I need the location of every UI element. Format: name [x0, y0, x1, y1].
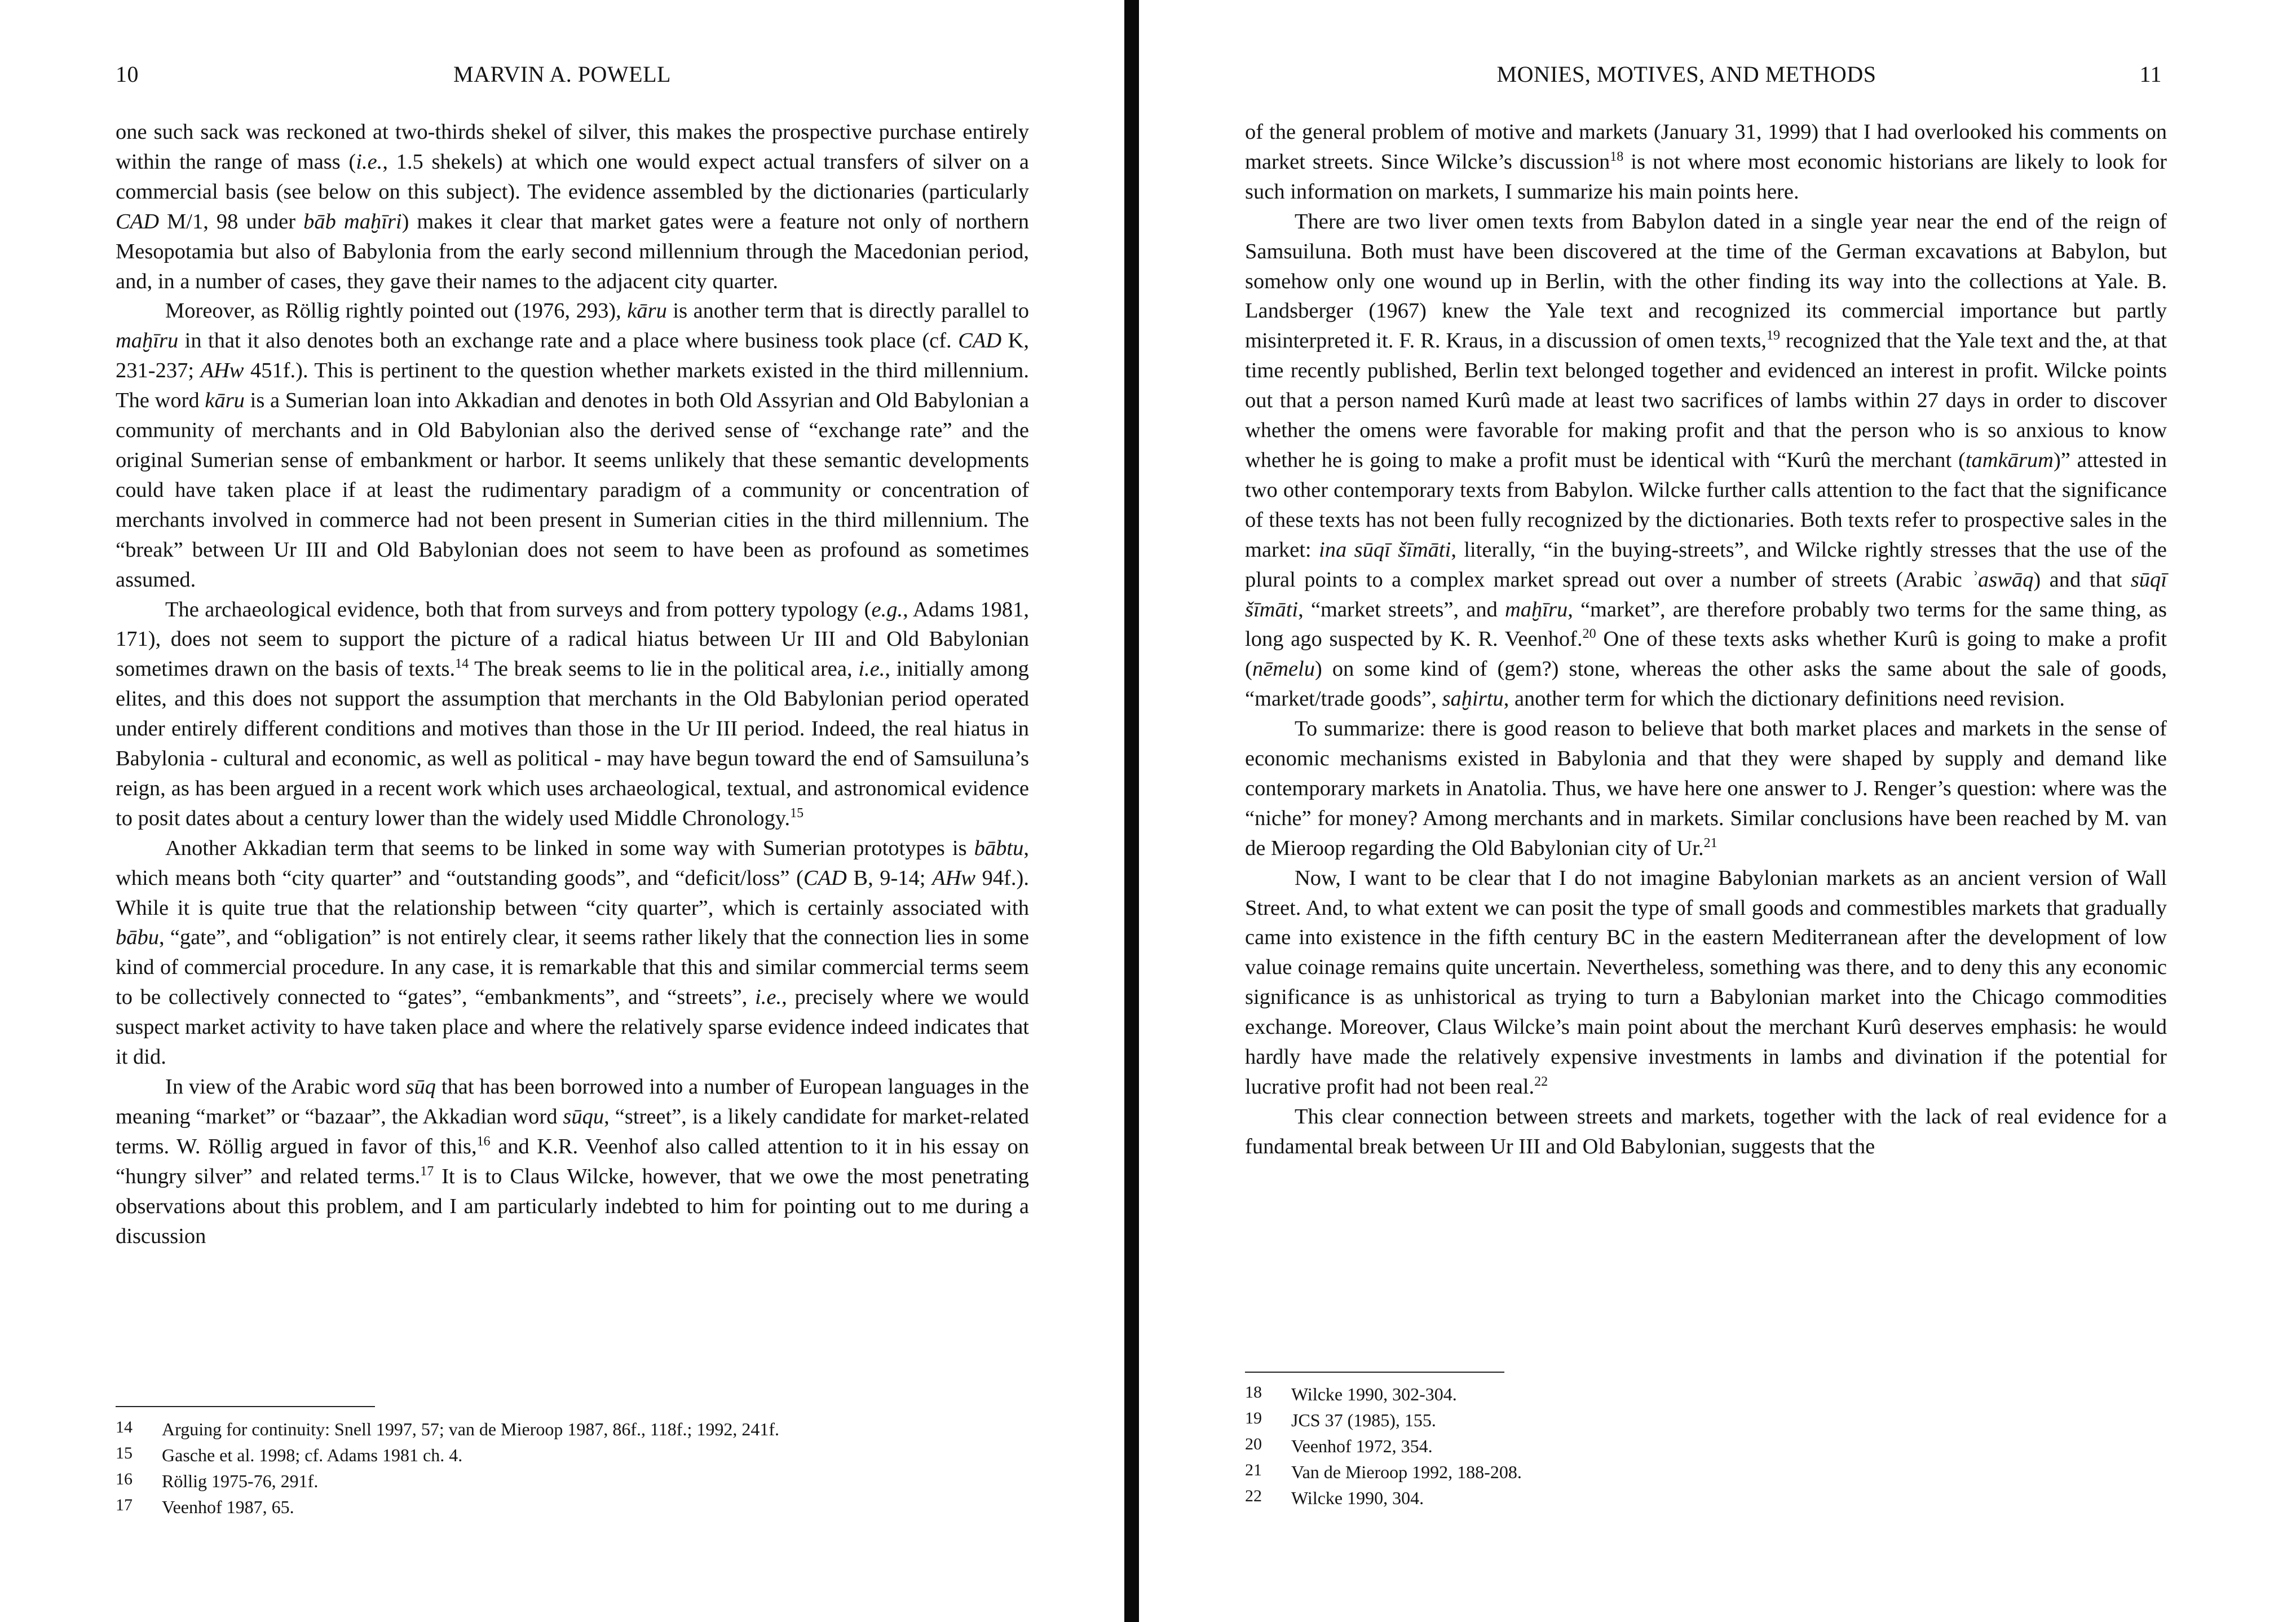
paragraph: Now, I want to be clear that I do not imagine Babylonian markets as an ancient version of Wall Street. And, to what extent we can posit the type of small goods and commestibles markets that gradually came into existence in the fifth century BC in the eastern Mediterranean after the development of low value coinage remains quite uncertain. Nevertheless, something was there, and to deny this any economic significance is as unhistorical as trying to turn a Babylonian market into the Chicago commodities exchange. Moreover, Claus Wilcke’s main point about the merchant Kurû deserves emphasis: he would hardly have made the relatively expensive investments in lambs and divination if the potential for lucrative profit had not been real.$^{22}$ — [1245, 866, 2167, 1099]
footnote-number: 15 — [116, 1444, 133, 1462]
footnote — [1245, 1486, 2167, 1511]
paragraph: The archaeological evidence, both that from surveys and from pottery typology (e.g., Adams 1981, 171), does not seem to support the picture of a radical hiatus between Ur III and Old Babylonian sometimes drawn on the basis of texts.$^{14}$ The break seems to lie in the political area, i.e., initially among elites, and this does not support the assumption that merchants in the Old Babylonian period operated under entirely different conditions and motives than those in the Ur III period. Indeed, the real hiatus in Babylonia - cultural and economic, as well as political - may have begun toward the end of Samsuiluna’s reign, as has been argued in a recent work which uses archaeological, textual, and astronomical evidence to posit dates about a century lower than the widely used Middle Chronology.$^{15}$ — [116, 597, 1029, 830]
footnote-text: JCS 37 (1985), 155. — [1291, 1410, 1436, 1430]
footnote-number: 16 — [116, 1470, 133, 1488]
footnote — [1245, 1382, 2167, 1408]
footnote-ref[interactable]: 21 — [1703, 835, 1717, 850]
left-running-head: MARVIN A. POWELL — [453, 61, 671, 87]
right-body-text — [1245, 117, 2167, 1162]
footnote-text: Van de Mieroop 1992, 188-208. — [1291, 1462, 1522, 1482]
right-folio: 11 — [2139, 61, 2162, 87]
footnote-ref[interactable]: 15 — [790, 805, 804, 821]
paragraph: of the general problem of motive and markets (January 31, 1999) that I had overlooked his comments on market streets. Since Wilcke’s discussion$^{18}$ is not where most economic historians are likely to look for such information on markets, I summarize his main points here. — [1245, 120, 2167, 204]
footnote-ref[interactable]: 18 — [1610, 149, 1624, 164]
left-body-text — [116, 117, 1029, 1251]
footnote — [1245, 1408, 2167, 1434]
footnote-text: Röllig 1975-76, 291f. — [162, 1471, 319, 1491]
footnote-text: Wilcke 1990, 304. — [1291, 1488, 1424, 1508]
footnote-text: Gasche et al. 1998; cf. Adams 1981 ch. 4. — [162, 1445, 463, 1465]
footnote-number: 20 — [1245, 1435, 1262, 1453]
footnote — [116, 1417, 1029, 1443]
footnote-ref[interactable]: 22 — [1534, 1074, 1548, 1089]
footnote-text: Wilcke 1990, 302-304. — [1291, 1384, 1457, 1404]
footnote-number: 18 — [1245, 1383, 1262, 1401]
footnote — [116, 1469, 1029, 1495]
footnote-text: Arguing for continuity: Snell 1997, 57; van de Mieroop 1987, 86f., 118f.; 1992, 241f. — [162, 1419, 779, 1439]
paragraph: Moreover, as Röllig rightly pointed out (1976, 293), kāru is another term that is directly parallel to maḫīru in that it also denotes both an exchange rate and a place where business took place (cf. CAD K, 231-237; AHw 451f.). This is pertinent to the question whether markets existed in the third millennium. The word kāru is a Sumerian loan into Akkadian and denotes in both Old Assyrian and Old Babylonian a community of merchants and in Old Babylonian also the derived sense of “exchange rate” and the original Sumerian sense of embankment or harbor. It seems unlikely that these semantic developments could have taken place if at least the rudimentary paradigm of a community or concentration of merchants involved in commerce had not been present in Sumerian cities in the third millennium. The “break” between Ur III and Old Babylonian does not seem to have been as profound as sometimes assumed. — [116, 299, 1029, 592]
footnote-text: Veenhof 1987, 65. — [162, 1497, 294, 1517]
right-running-head: MONIES, MOTIVES, AND METHODS — [1496, 61, 1876, 87]
footnote-number: 17 — [116, 1496, 133, 1514]
paragraph: This clear connection between streets and markets, together with the lack of real evidence for a fundamental break between Ur III and Old Babylonian, suggests that the — [1245, 1104, 2167, 1158]
paragraph: Another Akkadian term that seems to be linked in some way with Sumerian prototypes is bābtu, which means both “city quarter” and “outstanding goods”, and “deficit/loss” (CAD B, 9-14; AHw 94f.). While it is quite true that the relationship between “city quarter”, which is certainly associated with bābu, “gate”, and “obligation” is not entirely clear, it seems rather likely that the connection lies in some kind of commercial procedure. In any case, it is remarkable that this and similar commercial terms seem to be collectively connected to “gates”, “embankments”, and “streets”, i.e., precisely where we would suspect market activity to have taken place and where the relatively sparse evidence indeed indicates that it did. — [116, 836, 1030, 1069]
footnote — [1245, 1460, 2167, 1486]
left-footnotes — [116, 1417, 1029, 1520]
footnote — [1245, 1434, 2167, 1460]
paragraph: To summarize: there is good reason to believe that both market places and markets in the sense of economic mechanisms existed in Babylonia and that they were shaped by supply and demand like contemporary markets in Anatolia. Thus, we have here one answer to J. Renger’s question: where was the “niche” for money? Among merchants and in markets. Similar conclusions have been reached by M. van de Mieroop regarding the Old Babylonian city of Ur.$^{21}$ — [1245, 717, 2167, 860]
footnote-ref[interactable]: 14 — [455, 656, 469, 672]
footnote-number: 19 — [1245, 1409, 1262, 1427]
footnote-number: 22 — [1245, 1487, 1262, 1505]
footnote-ref[interactable]: 16 — [476, 1134, 491, 1149]
footnote — [116, 1443, 1029, 1469]
paragraph: one such sack was reckoned at two-thirds shekel of silver, this makes the prospective purchase entirely within the range of mass (i.e., 1.5 shekels) at which one would expect actual transfers of silver on a commercial basis (see below on this subject). The evidence assembled by the dictionaries (particularly CAD M/1, 98 under bāb maḫīri) makes it clear that market gates were a feature not only of northern Mesopotamia but also of Babylonia from the early second millennium through the Macedonian period, and, in a number of cases, they gave their names to the adjacent city quarter. — [116, 120, 1029, 293]
footnote-text: Veenhof 1972, 354. — [1291, 1436, 1433, 1456]
footnote-number: 14 — [116, 1418, 133, 1436]
footnote-rule — [116, 1406, 375, 1407]
footnote-ref[interactable]: 20 — [1582, 627, 1596, 642]
book-gutter — [1124, 0, 1139, 1622]
paragraph: In view of the Arabic word sūq that has been borrowed into a number of European languages in the meaning “market” or “bazaar”, the Akkadian word sūqu, “street”, is a likely candidate for market-related terms. W. Röllig argued in favor of this,$^{16}$ and K.R. Veenhof also called attention to it in his essay on “hungry silver” and related terms.$^{17}$ It is to Claus Wilcke, however, that we owe the most penetrating observations about this problem, and I am particularly indebted to him for pointing out to me during a discussion — [116, 1075, 1030, 1248]
footnote-ref[interactable]: 17 — [420, 1163, 434, 1179]
footnote-rule — [1245, 1372, 1504, 1373]
left-folio: 10 — [116, 61, 139, 87]
right-footnotes — [1245, 1382, 2167, 1511]
left-page — [0, 0, 1124, 1622]
paragraph: There are two liver omen texts from Babylon dated in a single year near the end of the reign of Samsuiluna. Both must have been discovered at the time of the German excavations at Babylon, but somehow only one wound up in Berlin, with the other finding its way into the collections at Yale. B. Landsberger (1967) knew the Yale text and recognized its commercial importance but partly misinterpreted it. F. R. Kraus, in a discussion of omen texts,$^{19}$ recognized that the Yale text and the, at that time recently published, Berlin text belonged together and evidenced an interest in profit. Wilcke points out that a person named Kurû made at least two sacrifices of lambs within 27 days in order to discover whether the omens were favorable for making profit and that the person who is so anxious to know whether he is going to make a profit must be identical with “Kurû the merchant (tamkārum)” attested in two other contemporary texts from Babylon. Wilcke further calls attention to the fact that the significance of these texts has not been fully recognized by the dictionaries. Both texts refer to prospective sales in the market: ina sūqī šīmāti, literally, “in the buying-streets”, and Wilcke rightly stresses that the use of the plural points to a complex market spread out over a number of streets (Arabic ʾaswāq) and that sūqī šīmāti, “market streets”, and maḫīru, “market”, are therefore probably two terms for the same thing, as long ago suspected by K. R. Veenhof.$^{20}$ One of these texts asks whether Kurû is going to make a profit (nēmelu) on some kind of (gem?) stone, whereas the other asks the same about the sale of goods, “market/trade goods”, saḫirtu, another term for which the dictionary definitions need revision. — [1245, 209, 2167, 711]
footnote-ref[interactable]: 19 — [1767, 328, 1781, 343]
footnote-number: 21 — [1245, 1461, 1262, 1479]
right-page — [1139, 0, 2296, 1622]
footnote — [116, 1495, 1029, 1520]
